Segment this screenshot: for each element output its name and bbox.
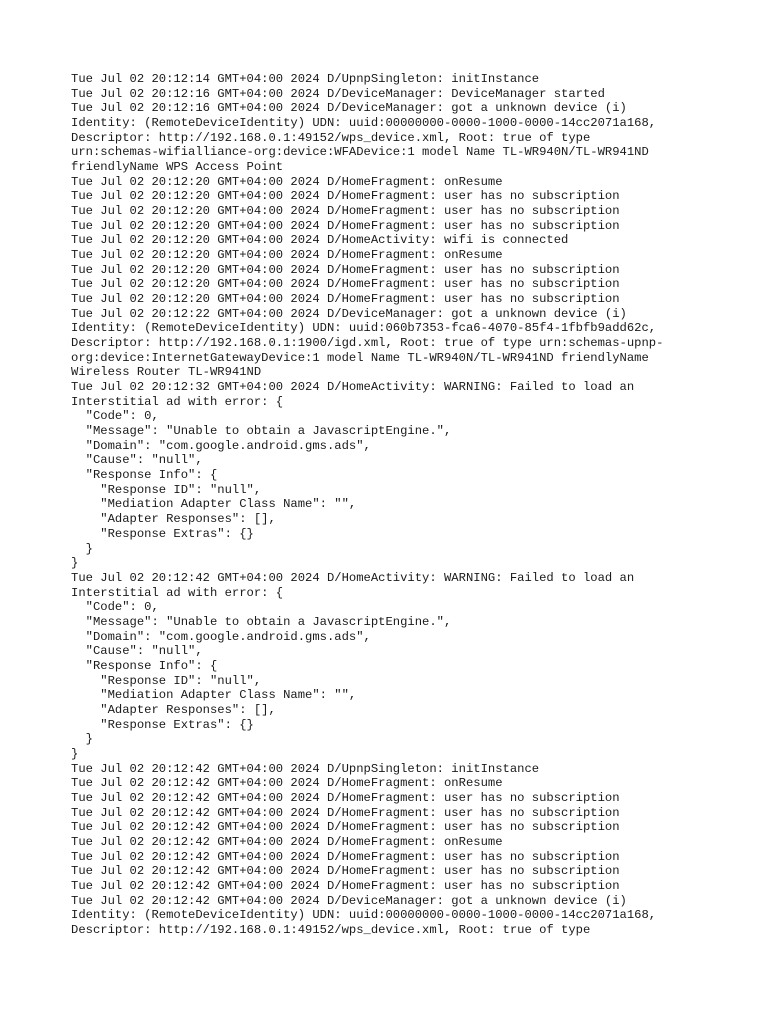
log-line: urn:schemas-wifialliance-org:device:WFADevice:1 model Name TL-WR940N/TL-WR941ND [71, 145, 649, 160]
log-line: Tue Jul 02 20:12:42 GMT+04:00 2024 D/HomeFragment: user has no subscription [71, 805, 620, 820]
log-line: Tue Jul 02 20:12:20 GMT+04:00 2024 D/HomeFragment: user has no subscription [71, 189, 620, 204]
log-line: Interstitial ad with error: { [71, 585, 284, 600]
log-line: "Response ID": "null", [71, 482, 262, 497]
log-line: "Domain": "com.google.android.gms.ads", [71, 438, 371, 453]
log-line: "Mediation Adapter Class Name": "", [71, 688, 357, 703]
log-line: "Cause": "null", [71, 644, 203, 659]
log-line: Interstitial ad with error: { [71, 394, 284, 409]
log-line: Tue Jul 02 20:12:20 GMT+04:00 2024 D/HomeFragment: user has no subscription [71, 277, 620, 292]
log-text-block [71, 72, 711, 938]
log-line: Tue Jul 02 20:12:42 GMT+04:00 2024 D/HomeActivity: WARNING: Failed to load an [71, 570, 635, 585]
log-line: "Message": "Unable to obtain a JavascriptEngine.", [71, 424, 452, 439]
log-line: Tue Jul 02 20:12:22 GMT+04:00 2024 D/DeviceManager: got a unknown device (i) [71, 306, 627, 321]
log-line: "Cause": "null", [71, 453, 203, 468]
log-line: Tue Jul 02 20:12:42 GMT+04:00 2024 D/HomeFragment: user has no subscription [71, 849, 620, 864]
log-line: Tue Jul 02 20:12:42 GMT+04:00 2024 D/DeviceManager: got a unknown device (i) [71, 893, 627, 908]
log-line: Descriptor: http://192.168.0.1:1900/igd.xml, Root: true of type urn:schemas-upnp- [71, 336, 664, 351]
log-line: Identity: (RemoteDeviceIdentity) UDN: uuid:060b7353-fca6-4070-85f4-1fbfb9add62c, [71, 321, 657, 336]
log-line: } [71, 541, 93, 556]
log-line: "Response ID": "null", [71, 673, 262, 688]
log-line: "Response Extras": {} [71, 717, 254, 732]
log-line: "Domain": "com.google.android.gms.ads", [71, 629, 371, 644]
log-line: Tue Jul 02 20:12:42 GMT+04:00 2024 D/HomeFragment: user has no subscription [71, 878, 620, 893]
log-line: Tue Jul 02 20:12:16 GMT+04:00 2024 D/DeviceManager: DeviceManager started [71, 86, 605, 101]
log-line: Tue Jul 02 20:12:20 GMT+04:00 2024 D/HomeFragment: user has no subscription [71, 292, 620, 307]
log-line: "Mediation Adapter Class Name": "", [71, 497, 357, 512]
log-line: Tue Jul 02 20:12:42 GMT+04:00 2024 D/HomeFragment: onResume [71, 776, 503, 791]
log-line: "Response Info": { [71, 468, 218, 483]
log-line: "Response Extras": {} [71, 526, 254, 541]
log-line: } [71, 556, 79, 571]
log-line: Tue Jul 02 20:12:20 GMT+04:00 2024 D/HomeFragment: onResume [71, 248, 503, 263]
log-line: Tue Jul 02 20:12:32 GMT+04:00 2024 D/HomeActivity: WARNING: Failed to load an [71, 380, 635, 395]
log-line: Tue Jul 02 20:12:42 GMT+04:00 2024 D/HomeFragment: onResume [71, 834, 503, 849]
log-line: Descriptor: http://192.168.0.1:49152/wps_device.xml, Root: true of type [71, 922, 591, 937]
log-line: Tue Jul 02 20:12:20 GMT+04:00 2024 D/HomeFragment: user has no subscription [71, 262, 620, 277]
log-line: Wireless Router TL-WR941ND [71, 365, 262, 380]
log-line: } [71, 746, 79, 761]
log-line: Tue Jul 02 20:12:42 GMT+04:00 2024 D/HomeFragment: user has no subscription [71, 820, 620, 835]
log-line: Tue Jul 02 20:12:42 GMT+04:00 2024 D/UpnpSingleton: initInstance [71, 761, 540, 776]
log-line: "Code": 0, [71, 600, 159, 615]
log-line: Tue Jul 02 20:12:42 GMT+04:00 2024 D/HomeFragment: user has no subscription [71, 790, 620, 805]
log-line: Tue Jul 02 20:12:16 GMT+04:00 2024 D/DeviceManager: got a unknown device (i) [71, 101, 627, 116]
log-line: Identity: (RemoteDeviceIdentity) UDN: uuid:00000000-0000-1000-0000-14cc2071a168, [71, 908, 657, 923]
log-line: Tue Jul 02 20:12:20 GMT+04:00 2024 D/HomeFragment: user has no subscription [71, 204, 620, 219]
log-line: "Message": "Unable to obtain a JavascriptEngine.", [71, 614, 452, 629]
log-line: Descriptor: http://192.168.0.1:49152/wps_device.xml, Root: true of type [71, 130, 591, 145]
log-line: Tue Jul 02 20:12:20 GMT+04:00 2024 D/HomeActivity: wifi is connected [71, 233, 569, 248]
log-line: Tue Jul 02 20:12:14 GMT+04:00 2024 D/UpnpSingleton: initInstance [71, 72, 540, 86]
log-line: friendlyName WPS Access Point [71, 160, 284, 175]
log-line: Tue Jul 02 20:12:20 GMT+04:00 2024 D/HomeFragment: onResume [71, 174, 503, 189]
log-line: "Response Info": { [71, 658, 218, 673]
log-line: Identity: (RemoteDeviceIdentity) UDN: uuid:00000000-0000-1000-0000-14cc2071a168, [71, 116, 657, 131]
log-line: Tue Jul 02 20:12:42 GMT+04:00 2024 D/HomeFragment: user has no subscription [71, 864, 620, 879]
log-line: Tue Jul 02 20:12:20 GMT+04:00 2024 D/HomeFragment: user has no subscription [71, 218, 620, 233]
log-line: } [71, 732, 93, 747]
log-line: "Adapter Responses": [], [71, 702, 276, 717]
log-line: org:device:InternetGatewayDevice:1 model Name TL-WR940N/TL-WR941ND friendlyName [71, 350, 649, 365]
log-line: "Adapter Responses": [], [71, 512, 276, 527]
log-line: "Code": 0, [71, 409, 159, 424]
